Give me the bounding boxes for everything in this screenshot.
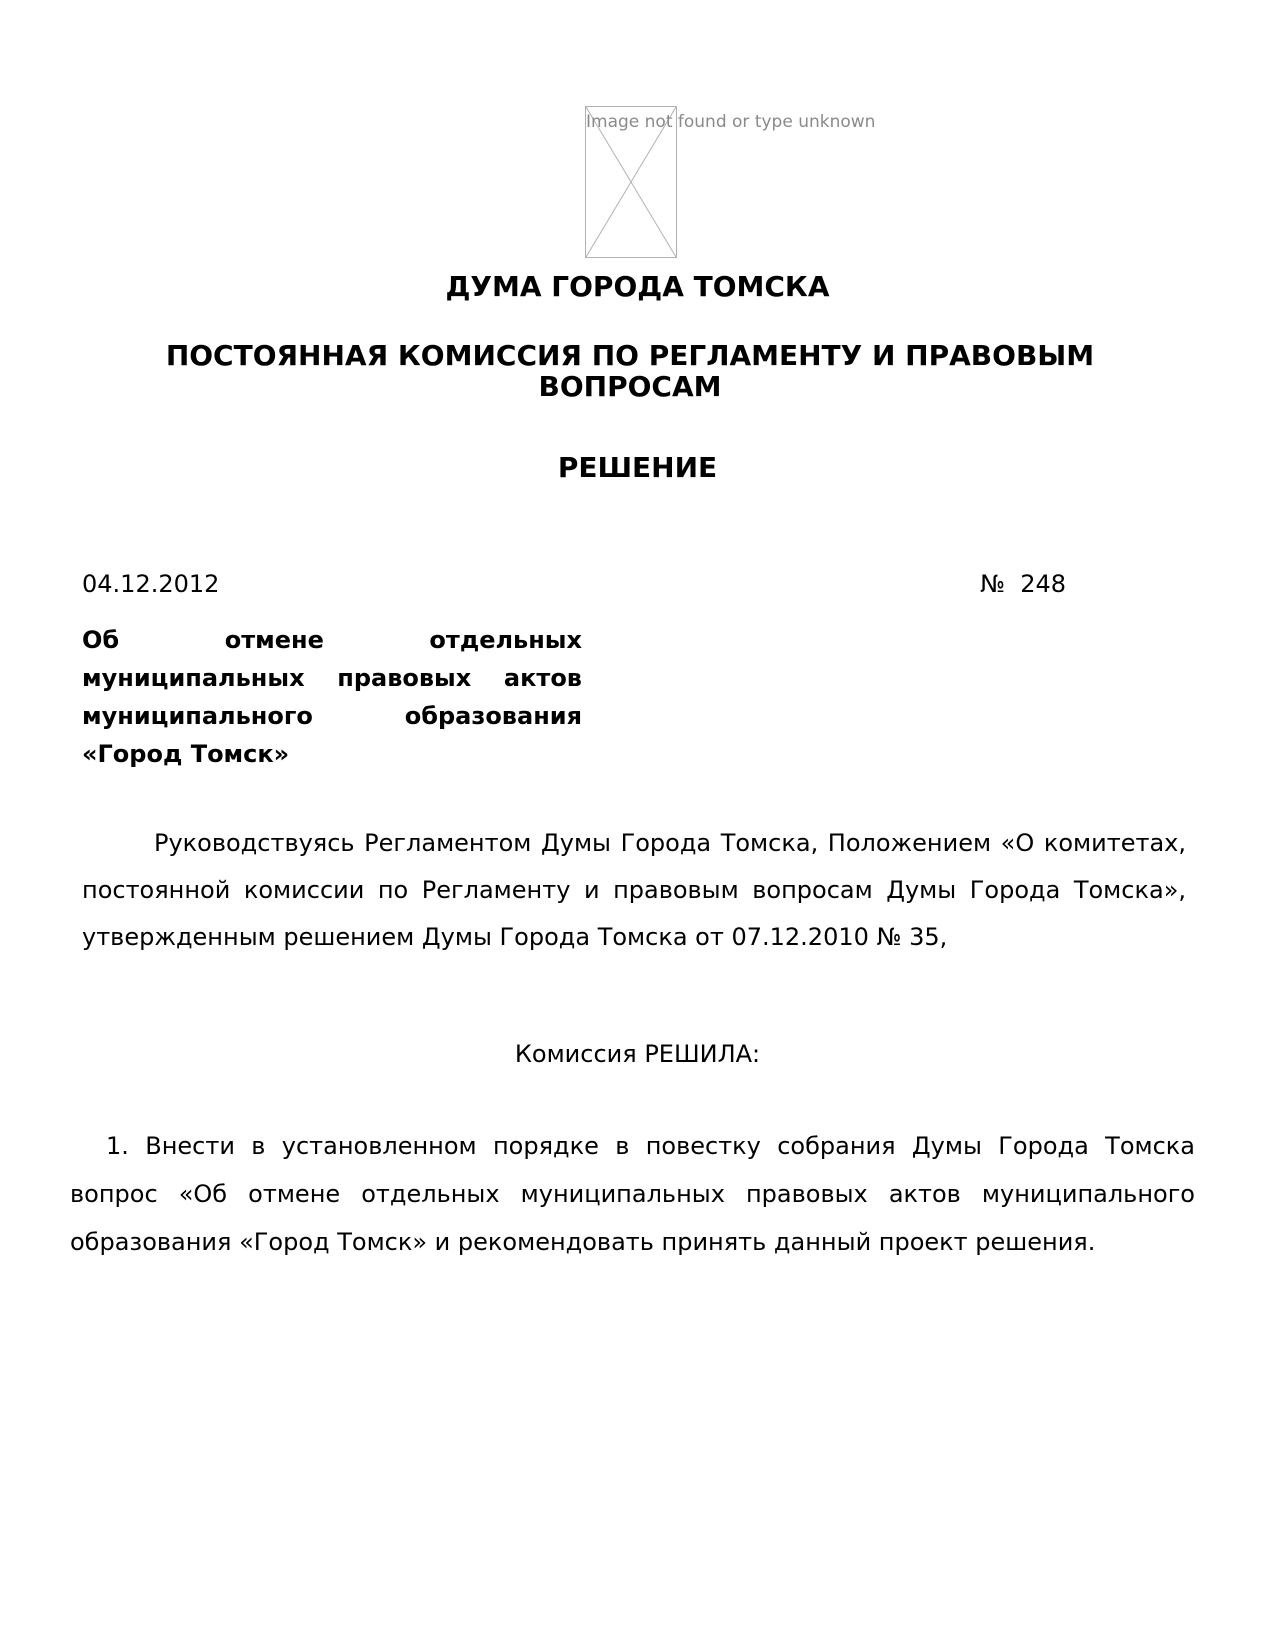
decision-heading: Комиссия РЕШИЛА: — [514, 1040, 761, 1068]
document-date: 04.12.2012 — [82, 570, 220, 598]
broken-image-text: Image not found or type unknown — [586, 112, 876, 132]
document-type: РЕШЕНИЕ — [557, 451, 718, 484]
org-title: ДУМА ГОРОДА ТОМСКА — [445, 270, 830, 303]
document-subject: Об отмене отдельных муниципальных правовых актов муниципального образования «Город Томск» — [82, 626, 582, 768]
document-number: № 248 — [980, 570, 1067, 598]
commission-title: ПОСТОЯННАЯ КОМИССИЯ ПО РЕГЛАМЕНТУ И ПРАВОВЫМ ВОПРОСАМ — [165, 339, 1095, 403]
preamble-paragraph: Руководствуясь Регламентом Думы Города Томска, Положением «О комитетах, постоянной комиссии по Регламенту и правовым вопросам Думы Города Томска», утвержденным решением Думы Города Томска от 07.12.2010 № 35, — [82, 829, 1186, 951]
decision-item: 1. Внести в установленном порядке в повестку собрания Думы Города Томска вопрос «Об отмене отдельных муниципальных правовых актов муниципального образования «Город Томск» и рекомендовать принять данный проект решения. — [70, 1132, 1195, 1256]
